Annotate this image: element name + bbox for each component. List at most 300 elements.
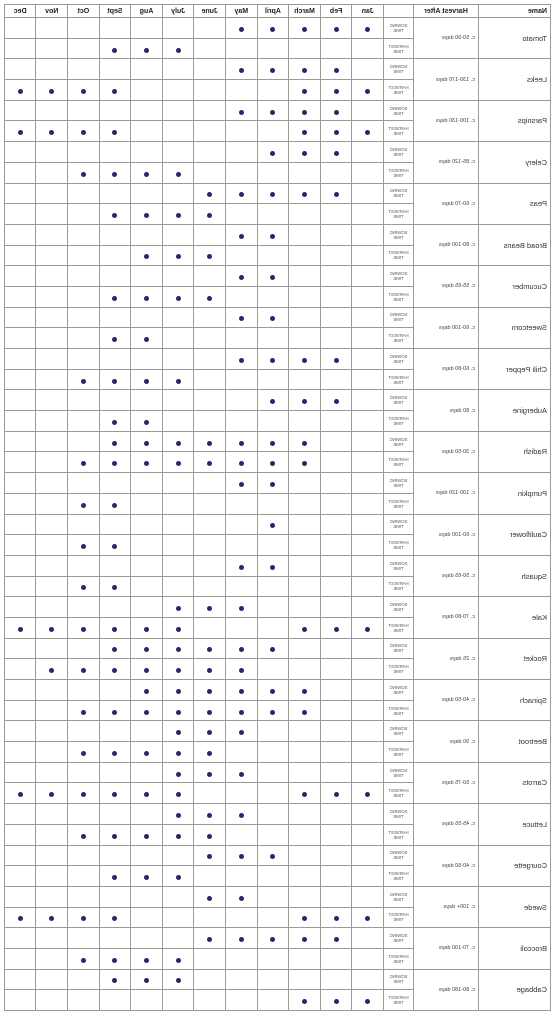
harvest-dot (112, 544, 117, 549)
month-cell (194, 576, 226, 597)
month-cell (320, 680, 352, 701)
month-cell (131, 576, 163, 597)
sowing-time-label: SOWING TIME (384, 431, 414, 452)
month-cell (352, 100, 384, 121)
month-cell (226, 535, 258, 556)
month-cell (320, 700, 352, 721)
month-cell (99, 804, 131, 825)
month-cell (4, 948, 36, 969)
month-cell (131, 473, 163, 494)
month-cell (68, 18, 100, 39)
month-cell (320, 907, 352, 928)
month-cell (36, 804, 68, 825)
month-cell (162, 907, 194, 928)
sowing-dot (239, 606, 244, 611)
month-cell (162, 845, 194, 866)
month-cell (68, 369, 100, 390)
sowing-dot (239, 854, 244, 859)
harvest-time-label: HARVEST TIME (384, 990, 414, 1011)
month-cell (352, 555, 384, 576)
month-cell (257, 183, 289, 204)
harvest-dot (176, 751, 181, 756)
month-cell (131, 721, 163, 742)
month-cell (68, 804, 100, 825)
harvest-dot (207, 751, 212, 756)
month-cell (4, 597, 36, 618)
month-cell (257, 990, 289, 1011)
harvest-dot (81, 710, 86, 715)
sowing-time-label: SOWING TIME (384, 307, 414, 328)
harvest-dot (302, 792, 307, 797)
month-cell (162, 597, 194, 618)
month-cell (257, 700, 289, 721)
harvest-time-label: HARVEST TIME (384, 286, 414, 307)
month-cell (289, 804, 321, 825)
harvest-dot (176, 668, 181, 673)
month-cell (99, 390, 131, 411)
month-cell (320, 411, 352, 432)
month-cell (162, 473, 194, 494)
harvest-dot (81, 89, 86, 94)
month-cell (36, 617, 68, 638)
month-cell (162, 204, 194, 225)
month-cell (36, 204, 68, 225)
harvest-dot (144, 420, 149, 425)
month-cell (68, 576, 100, 597)
sowing-dot (270, 689, 275, 694)
month-cell (320, 18, 352, 39)
harvest-time-label: HARVEST TIME (384, 866, 414, 887)
harvest-after: c. 60-80 days (414, 349, 479, 390)
month-cell (194, 638, 226, 659)
harvest-dot (334, 627, 339, 632)
table-row (4, 18, 550, 39)
month-cell (36, 38, 68, 59)
harvest-dot (365, 916, 370, 921)
month-cell (352, 328, 384, 349)
sowing-time-label: SOWING TIME (384, 266, 414, 287)
harvest-dot (81, 834, 86, 839)
month-cell (257, 349, 289, 370)
month-cell (352, 390, 384, 411)
month-cell (131, 783, 163, 804)
crop-name: Radish (479, 431, 551, 472)
month-cell (320, 121, 352, 142)
month-cell (352, 597, 384, 618)
month-cell (289, 742, 321, 763)
harvest-dot (112, 296, 117, 301)
month-cell (226, 266, 258, 287)
table-row (4, 638, 550, 659)
month-cell (68, 121, 100, 142)
harvest-dot (112, 916, 117, 921)
month-cell (162, 80, 194, 101)
month-cell (352, 700, 384, 721)
month-cell (257, 514, 289, 535)
month-cell (99, 659, 131, 680)
month-cell (226, 907, 258, 928)
crop-name: Swede (479, 886, 551, 927)
header-month: Feb (320, 5, 352, 18)
month-cell (289, 576, 321, 597)
month-cell (162, 349, 194, 370)
month-cell (131, 286, 163, 307)
month-cell (257, 969, 289, 990)
month-cell (289, 659, 321, 680)
month-cell (131, 535, 163, 556)
month-cell (320, 969, 352, 990)
month-cell (162, 452, 194, 473)
sowing-dot (270, 647, 275, 652)
month-cell (352, 349, 384, 370)
harvest-dot (81, 627, 86, 632)
month-cell (131, 80, 163, 101)
month-cell (162, 183, 194, 204)
month-cell (36, 886, 68, 907)
harvest-dot (81, 916, 86, 921)
month-cell (352, 452, 384, 473)
harvest-dot (207, 710, 212, 715)
month-cell (257, 100, 289, 121)
month-cell (36, 576, 68, 597)
month-cell (320, 100, 352, 121)
sowing-dot (270, 937, 275, 942)
harvest-dot (49, 89, 54, 94)
month-cell (226, 597, 258, 618)
month-cell (68, 204, 100, 225)
harvest-dot (176, 296, 181, 301)
month-cell (352, 866, 384, 887)
month-cell (194, 535, 226, 556)
month-cell (131, 969, 163, 990)
month-cell (257, 948, 289, 969)
harvest-dot (176, 379, 181, 384)
month-cell (320, 473, 352, 494)
sowing-dot (302, 110, 307, 115)
harvest-time-label: HARVEST TIME (384, 907, 414, 928)
month-cell (352, 721, 384, 742)
month-cell (352, 369, 384, 390)
month-cell (289, 907, 321, 928)
month-cell (36, 59, 68, 80)
sowing-time-label: SOWING TIME (384, 100, 414, 121)
month-cell (226, 452, 258, 473)
month-cell (352, 431, 384, 452)
month-cell (320, 721, 352, 742)
table-row (4, 473, 550, 494)
sowing-time-label: SOWING TIME (384, 183, 414, 204)
month-cell (162, 38, 194, 59)
harvest-time-label: HARVEST TIME (384, 162, 414, 183)
month-cell (226, 59, 258, 80)
month-cell (289, 224, 321, 245)
harvest-dot (112, 875, 117, 880)
month-cell (289, 948, 321, 969)
harvest-dot (302, 130, 307, 135)
month-cell (162, 59, 194, 80)
month-cell (289, 266, 321, 287)
harvest-dot (112, 503, 117, 508)
month-cell (162, 493, 194, 514)
sowing-time-label: SOWING TIME (384, 721, 414, 742)
month-cell (162, 245, 194, 266)
month-cell (226, 721, 258, 742)
month-cell (320, 514, 352, 535)
crop-name: Squash (479, 555, 551, 596)
harvest-dot (112, 420, 117, 425)
month-cell (4, 142, 36, 163)
month-cell (99, 183, 131, 204)
harvest-time-label: HARVEST TIME (384, 742, 414, 763)
harvest-dot (144, 834, 149, 839)
harvest-after: c. 70-80 days (414, 597, 479, 638)
harvest-dot (112, 834, 117, 839)
header-month: July (162, 5, 194, 18)
month-cell (99, 266, 131, 287)
harvest-dot (112, 668, 117, 673)
month-cell (289, 38, 321, 59)
harvest-dot (144, 958, 149, 963)
month-cell (194, 866, 226, 887)
harvest-dot (207, 461, 212, 466)
sowing-time-label: SOWING TIME (384, 969, 414, 990)
month-cell (68, 990, 100, 1011)
harvest-dot (112, 172, 117, 177)
month-cell (4, 576, 36, 597)
month-cell (131, 452, 163, 473)
sowing-dot (239, 482, 244, 487)
month-cell (4, 245, 36, 266)
month-cell (194, 142, 226, 163)
sowing-dot (270, 151, 275, 156)
month-cell (257, 18, 289, 39)
table-row (4, 721, 550, 742)
month-cell (162, 307, 194, 328)
month-cell (257, 659, 289, 680)
sowing-dot (207, 730, 212, 735)
month-cell (68, 783, 100, 804)
month-cell (68, 328, 100, 349)
month-cell (68, 907, 100, 928)
month-cell (352, 617, 384, 638)
month-cell (4, 928, 36, 949)
harvest-dot (302, 916, 307, 921)
month-cell (131, 411, 163, 432)
month-cell (257, 473, 289, 494)
harvest-dot (176, 213, 181, 218)
month-cell (4, 431, 36, 452)
month-cell (289, 245, 321, 266)
month-cell (320, 38, 352, 59)
harvest-dot (49, 668, 54, 673)
month-cell (162, 804, 194, 825)
sowing-dot (270, 27, 275, 32)
sowing-time-label: SOWING TIME (384, 514, 414, 535)
month-cell (257, 286, 289, 307)
sowing-dot (144, 441, 149, 446)
month-cell (320, 535, 352, 556)
harvest-time-label: HARVEST TIME (384, 204, 414, 225)
sowing-dot (302, 358, 307, 363)
month-cell (289, 845, 321, 866)
month-cell (162, 369, 194, 390)
month-cell (68, 100, 100, 121)
month-cell (289, 617, 321, 638)
month-cell (257, 638, 289, 659)
harvest-time-label: HARVEST TIME (384, 369, 414, 390)
month-cell (162, 121, 194, 142)
month-cell (4, 183, 36, 204)
harvest-dot (112, 751, 117, 756)
month-cell (99, 969, 131, 990)
month-cell (131, 328, 163, 349)
month-cell (162, 762, 194, 783)
month-cell (226, 349, 258, 370)
month-cell (194, 990, 226, 1011)
month-cell (226, 431, 258, 452)
month-cell (194, 100, 226, 121)
month-cell (226, 576, 258, 597)
harvest-after: c. 60-100 days (414, 307, 479, 348)
month-cell (99, 59, 131, 80)
sowing-dot (239, 27, 244, 32)
sowing-dot (302, 151, 307, 156)
month-cell (320, 990, 352, 1011)
month-cell (68, 245, 100, 266)
month-cell (289, 369, 321, 390)
month-cell (99, 617, 131, 638)
header-month: Nov (36, 5, 68, 18)
month-cell (352, 266, 384, 287)
harvest-dot (176, 461, 181, 466)
crop-name: Beetroot (479, 721, 551, 762)
sowing-dot (176, 772, 181, 777)
month-cell (68, 969, 100, 990)
harvest-dot (144, 461, 149, 466)
table-row (4, 555, 550, 576)
table-row (4, 307, 550, 328)
month-cell (99, 907, 131, 928)
crop-name: Kale (479, 597, 551, 638)
month-cell (162, 680, 194, 701)
harvest-after: c. 40-50 days (414, 845, 479, 886)
month-cell (320, 390, 352, 411)
month-cell (352, 969, 384, 990)
month-cell (226, 555, 258, 576)
month-cell (194, 349, 226, 370)
month-cell (194, 431, 226, 452)
month-cell (226, 473, 258, 494)
month-cell (352, 638, 384, 659)
month-cell (162, 390, 194, 411)
month-cell (194, 824, 226, 845)
month-cell (257, 493, 289, 514)
month-cell (36, 369, 68, 390)
sowing-dot (176, 647, 181, 652)
sowing-dot (239, 441, 244, 446)
month-cell (320, 617, 352, 638)
month-cell (162, 142, 194, 163)
month-cell (257, 597, 289, 618)
sowing-dot (334, 68, 339, 73)
sowing-dot (207, 772, 212, 777)
header-month: Jan (352, 5, 384, 18)
month-cell (68, 224, 100, 245)
harvest-dot (112, 792, 117, 797)
month-cell (226, 948, 258, 969)
month-cell (352, 286, 384, 307)
harvest-dot (334, 916, 339, 921)
harvest-dot (176, 834, 181, 839)
month-cell (131, 183, 163, 204)
harvest-dot (112, 213, 117, 218)
month-cell (257, 266, 289, 287)
month-cell (320, 555, 352, 576)
harvest-dot (112, 89, 117, 94)
header-month: Oct (68, 5, 100, 18)
month-cell (162, 266, 194, 287)
month-cell (4, 473, 36, 494)
month-cell (352, 224, 384, 245)
month-cell (68, 555, 100, 576)
harvest-dot (144, 213, 149, 218)
month-cell (257, 411, 289, 432)
month-cell (226, 224, 258, 245)
month-cell (257, 680, 289, 701)
harvest-dot (176, 875, 181, 880)
month-cell (131, 845, 163, 866)
month-cell (4, 845, 36, 866)
month-cell (194, 721, 226, 742)
month-cell (162, 617, 194, 638)
month-cell (68, 700, 100, 721)
month-cell (99, 142, 131, 163)
month-cell (36, 183, 68, 204)
month-cell (162, 286, 194, 307)
month-cell (257, 866, 289, 887)
month-cell (162, 576, 194, 597)
header-month: May (226, 5, 258, 18)
month-cell (226, 762, 258, 783)
month-cell (131, 18, 163, 39)
sowing-dot (176, 606, 181, 611)
sowing-dot (239, 937, 244, 942)
harvest-dot (144, 254, 149, 259)
month-cell (289, 514, 321, 535)
harvest-dot (207, 213, 212, 218)
header-harvest-after: Harvest After (414, 5, 479, 18)
crop-name: Tomato (479, 18, 551, 59)
month-cell (226, 328, 258, 349)
harvest-after: c. 80 days (414, 390, 479, 431)
month-cell (162, 783, 194, 804)
harvest-dot (112, 379, 117, 384)
month-cell (289, 59, 321, 80)
month-cell (320, 204, 352, 225)
month-cell (36, 431, 68, 452)
harvest-dot (81, 130, 86, 135)
header-month: March (289, 5, 321, 18)
month-cell (257, 224, 289, 245)
month-cell (4, 307, 36, 328)
harvest-dot (302, 627, 307, 632)
month-cell (99, 369, 131, 390)
month-cell (352, 886, 384, 907)
harvest-after: c. 55-65 days (414, 266, 479, 307)
harvest-dot (176, 710, 181, 715)
month-cell (226, 824, 258, 845)
month-cell (36, 638, 68, 659)
